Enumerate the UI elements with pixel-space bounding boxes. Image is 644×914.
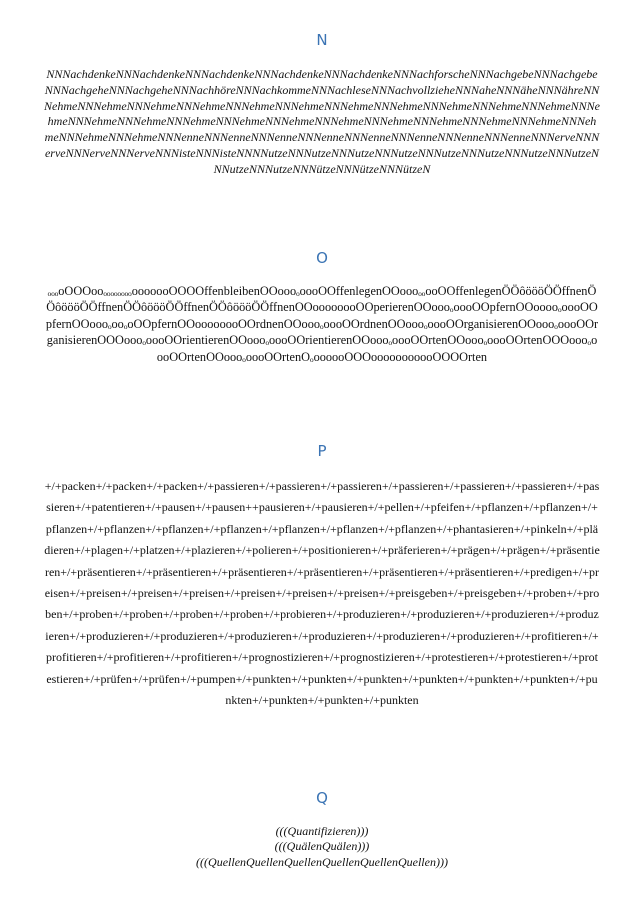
q-line-1: (((Quantifizieren))) [275, 824, 369, 838]
q-line-2: (((QuälenQuälen))) [274, 839, 370, 854]
section-p-text: +/+packen+/+packen+/+packen+/+passieren+/+passieren+/+passieren+/+passieren+/+passieren+/+passieren+/+passieren+/+patentieren+/+pausen+/+pausen++pausieren+/+pausieren+/+pellen+/+pfeifen+/+pflanzen+/+pflanzen+/+pflanzen+/+pflanzen+/+pflanzen+/+pflanzen+/+pflanzen+/+pflanzen+/+pflanzen+/+phantasieren+/+pinkeln+/+plädieren+/+plagen+/+platzen+/+plazieren+/+polieren+/+positionieren+/+präferieren+/+prägen+/+prägen+/+präsentieren+/+präsentieren+/+präsentieren+/+präsentieren+/+präsentieren+/+präsentieren+/+präsentieren+/+predigen+/+preisen+/+preisen+/+preisen+/+preisen+/+preisen+/+preisen+/+preisen+/+preisgeben+/+preisgeben+/+proben+/+proben+/+proben+/+proben+/+proben+/+proben+/+probieren+/+produzieren+/+produzieren+/+produzieren+/+produzieren+/+produzieren+/+produzieren+/+produzieren+/+produzieren+/+produzieren+/+produzieren+/+profitieren+/+profitieren+/+profitieren+/+profitieren+/+prognostizieren+/+prognostizieren+/+protestieren+/+protestieren+/+protestieren+/+prüfen+/+prüfen+/+pumpen+/+punkten+/+punkten+/+punkten+/+punkten+/+punkten+/+punkten+/+punkten+/+punkten+/+punkten+/+punkten [44, 479, 600, 708]
section-o-text: ₒₒₒoOOOooₒₒₒₒₒₒₒₒooooooOOOOffenbleibenOOoooₒoooOOffenlegenOOoooₒₒooOOffenlegenÖÖôöööÖÖffnenÖÖôöööÖÖffnenÖÖôöööÖÖffnenÖÖôöööÖÖffnenOOoooooooOOperierenOOoooₒoooOOpfernOOooooₒoooOOpfernOOoooₒooₒoOOpfernOOoooooooOOrdnenOOoooₒoooOOrdnenOOoooₒoooOOrganisierenOOoooₒoooOOrganisierenOOOoooₒoooOOrientierenOOoooₒoooOOrientierenOOoooₒoooOOrtenOOoooₒoooOOrtenOOOoooₒoooOOrtenOOoooₒoooOOrtenOₒoooooOOOooooooooooOOOOrten [45, 284, 599, 364]
section-heading-n: N [316, 31, 328, 49]
q-line-3: (((QuellenQuellenQuellenQuellenQuellenQuellen))) [196, 854, 448, 869]
section-heading-q: Q [316, 789, 328, 807]
section-heading-o: O [316, 249, 328, 267]
section-n-text: NNNachdenkeNNNachdenkeNNNachdenkeNNNachdenkeNNNachdenkeNNNachforscheNNNachgebeNNNachgebeNNNachgeheNNNachgeheNNNachhöreNNNachkommeNNNachleseNNNachvollzieheNNNaheNNNäheNNNähreNNNehmeNNNehmeNNNehmeNNNehmeNNNehmeNNNehmeNNNehmeNNNehmeNNNehmeNNNehmeNNNehmeNNNehmeNNNehmeNNNehmeNNNehmeNNNehmeNNNehmeNNNehmeNNNehmeNNNehmeNNNehmeNNNehmeNNNehmeNNNehmeNNNehmeNNNenneNNNenneNNNenneNNNenneNNNenneNNNenneNNNenneNNNenneNNNerveNNNerveNNNerveNNNerveNNNisteNNNisteNNNNutzeNNNutzeNNNutzeNNNutzeNNNutzeNNNutzeNNNutzeNNNutzeNNNutzeNNNutzeNNNützeNNNützeNNNützeN [44, 67, 600, 176]
section-q-text [44, 824, 600, 870]
section-heading-p: P [317, 442, 327, 460]
